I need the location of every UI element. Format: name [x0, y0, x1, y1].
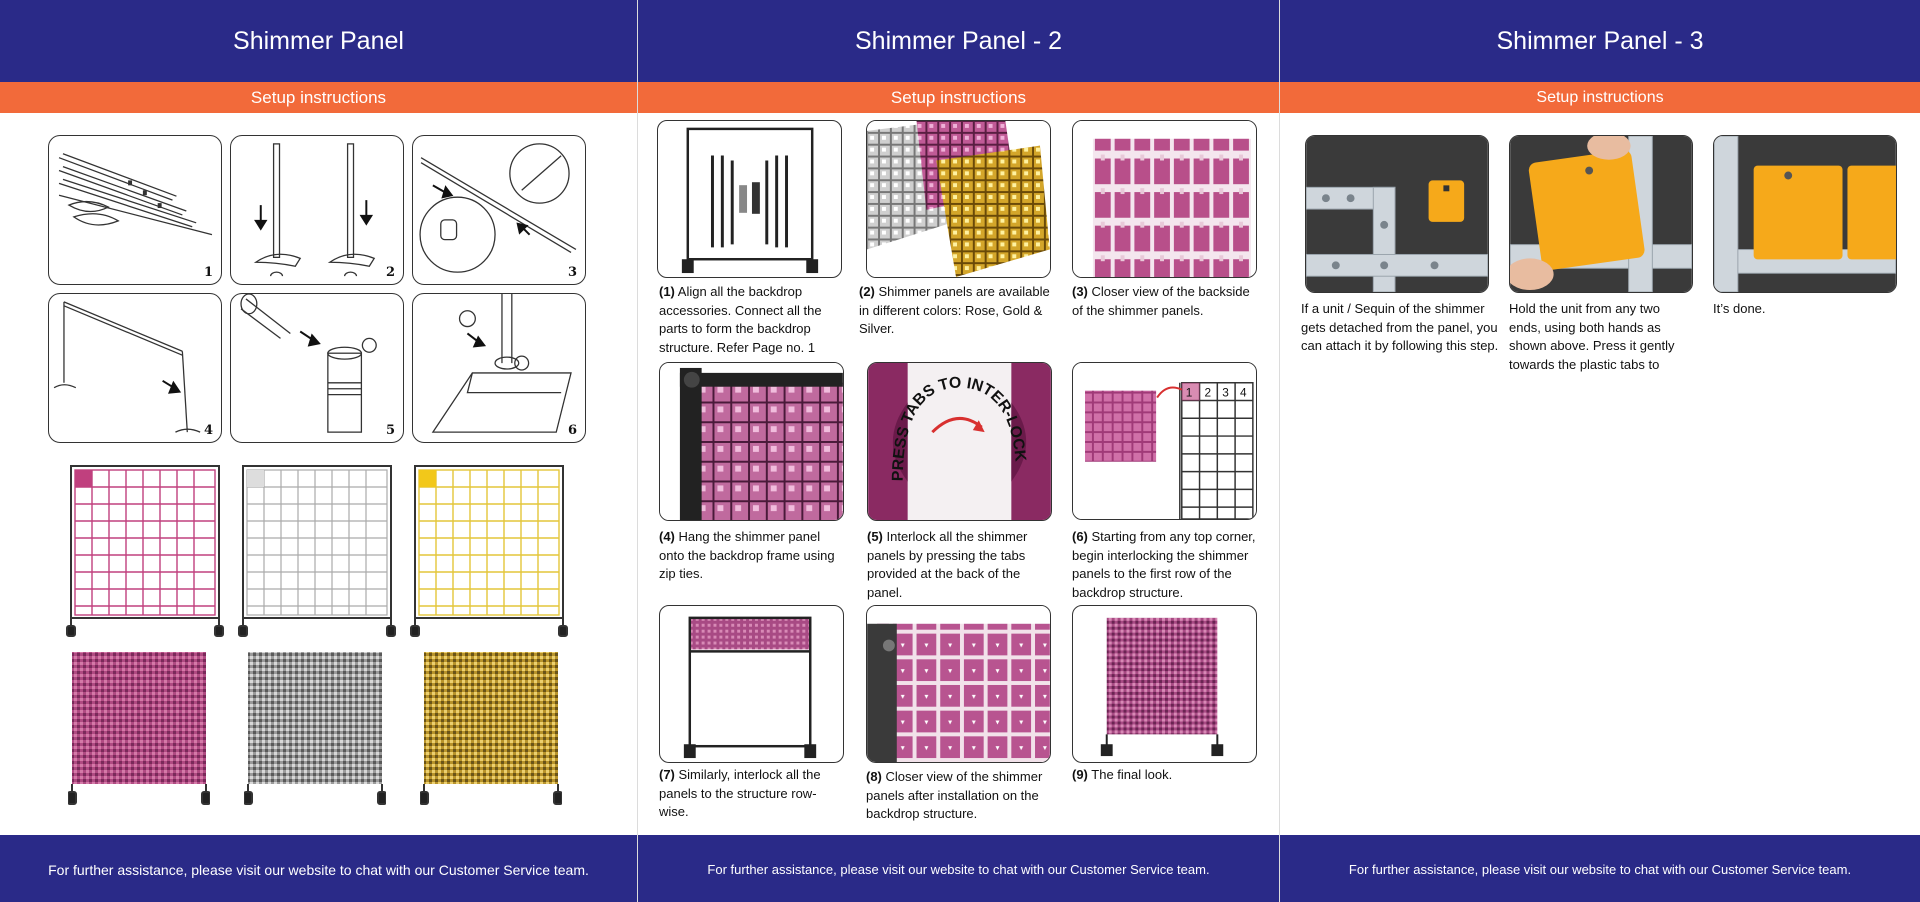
rose-sequin-panel	[68, 650, 210, 805]
panel-2-title: Shimmer Panel - 2	[638, 0, 1279, 82]
repair-step-1-photo	[1305, 135, 1489, 293]
step-1-number: 1	[203, 265, 213, 280]
rose-grid-diagram	[65, 463, 225, 638]
step-3-caption: (3) Closer view of the backside of the shimmer panels.	[1072, 284, 1250, 318]
step-1-photo	[657, 120, 842, 278]
repair-step-3-caption: It’s done.	[1713, 301, 1766, 316]
press-tabs-text: PRESS TABS TO INTER-LOCK	[889, 374, 1029, 482]
step-9-photo	[1072, 605, 1257, 763]
step-4-caption: (4) Hang the shimmer panel onto the backdrop frame using zip ties.	[659, 529, 835, 581]
panel-3-footer: For further assistance, please visit our website to chat with our Customer Service team.	[1280, 835, 1920, 902]
step-4-photo	[659, 362, 844, 521]
step-3-number: 3	[567, 265, 577, 280]
step-1-caption: (1) Align all the backdrop accessories. Connect all the parts to form the backdrop structure. Refer Page no. 1	[659, 284, 822, 355]
step-6-photo	[1072, 362, 1257, 520]
repair-step-2-caption: Hold the unit from any two ends, using both hands as shown above. Press it gently towards the plastic tabs to	[1509, 301, 1675, 372]
gold-grid-diagram	[409, 463, 569, 638]
step-3-photo	[1072, 120, 1257, 278]
gold-sequin-panel	[420, 650, 562, 805]
step-2-caption: (2) Shimmer panels are available in different colors: Rose, Gold & Silver.	[859, 284, 1050, 336]
panel-1-footer: For further assistance, please visit our website to chat with our Customer Service team.	[0, 835, 637, 902]
silver-grid-diagram	[237, 463, 397, 638]
step-1-illustration	[48, 135, 222, 285]
panel-3	[1279, 0, 1920, 902]
step-7-photo	[659, 605, 844, 763]
repair-step-2-photo	[1509, 135, 1693, 293]
step-3-illustration	[412, 135, 586, 285]
svg-text:1: 1	[1185, 385, 1193, 400]
panel-1-subtitle: Setup instructions	[0, 82, 637, 113]
panel-1-title: Shimmer Panel	[0, 0, 637, 82]
step-5-caption: (5) Interlock all the shimmer panels by pressing the tabs provided at the back of the panel.	[867, 529, 1028, 600]
step-2-number: 2	[385, 265, 395, 280]
step-5-illustration	[230, 293, 404, 443]
step-6-caption: (6) Starting from any top corner, begin interlocking the shimmer panels to the first row of the backdrop structure.	[1072, 529, 1256, 600]
svg-text:4: 4	[1240, 385, 1247, 400]
step-6-illustration	[412, 293, 586, 443]
step-4-illustration	[48, 293, 222, 443]
panel-3-title: Shimmer Panel - 3	[1280, 0, 1920, 82]
repair-step-3-photo	[1713, 135, 1897, 293]
panel-2	[637, 0, 1279, 902]
step-6-number: 6	[567, 423, 577, 438]
step-8-caption: (8) Closer view of the shimmer panels after installation on the backdrop structure.	[866, 769, 1043, 821]
silver-sequin-panel	[244, 650, 386, 805]
step-5-photo	[867, 362, 1052, 521]
panel-3-subtitle: Setup instructions	[1280, 82, 1920, 113]
step-5-number: 5	[385, 423, 395, 438]
step-2-photo	[866, 120, 1051, 278]
step-4-number: 4	[203, 423, 213, 438]
svg-text:3: 3	[1222, 385, 1229, 400]
panel-2-subtitle: Setup instructions	[638, 82, 1279, 113]
repair-step-1-caption: If a unit / Sequin of the shimmer gets detached from the panel, you can attach it by following this step.	[1301, 301, 1499, 353]
step-9-caption: (9) The final look.	[1072, 767, 1173, 782]
step-8-photo	[866, 605, 1051, 763]
svg-text:2: 2	[1204, 385, 1212, 400]
panel-2-footer: For further assistance, please visit our website to chat with our Customer Service team.	[638, 835, 1279, 902]
panel-1	[0, 0, 637, 902]
step-7-caption: (7) Similarly, interlock all the panels to the structure row-wise.	[659, 767, 821, 819]
step-2-illustration	[230, 135, 404, 285]
